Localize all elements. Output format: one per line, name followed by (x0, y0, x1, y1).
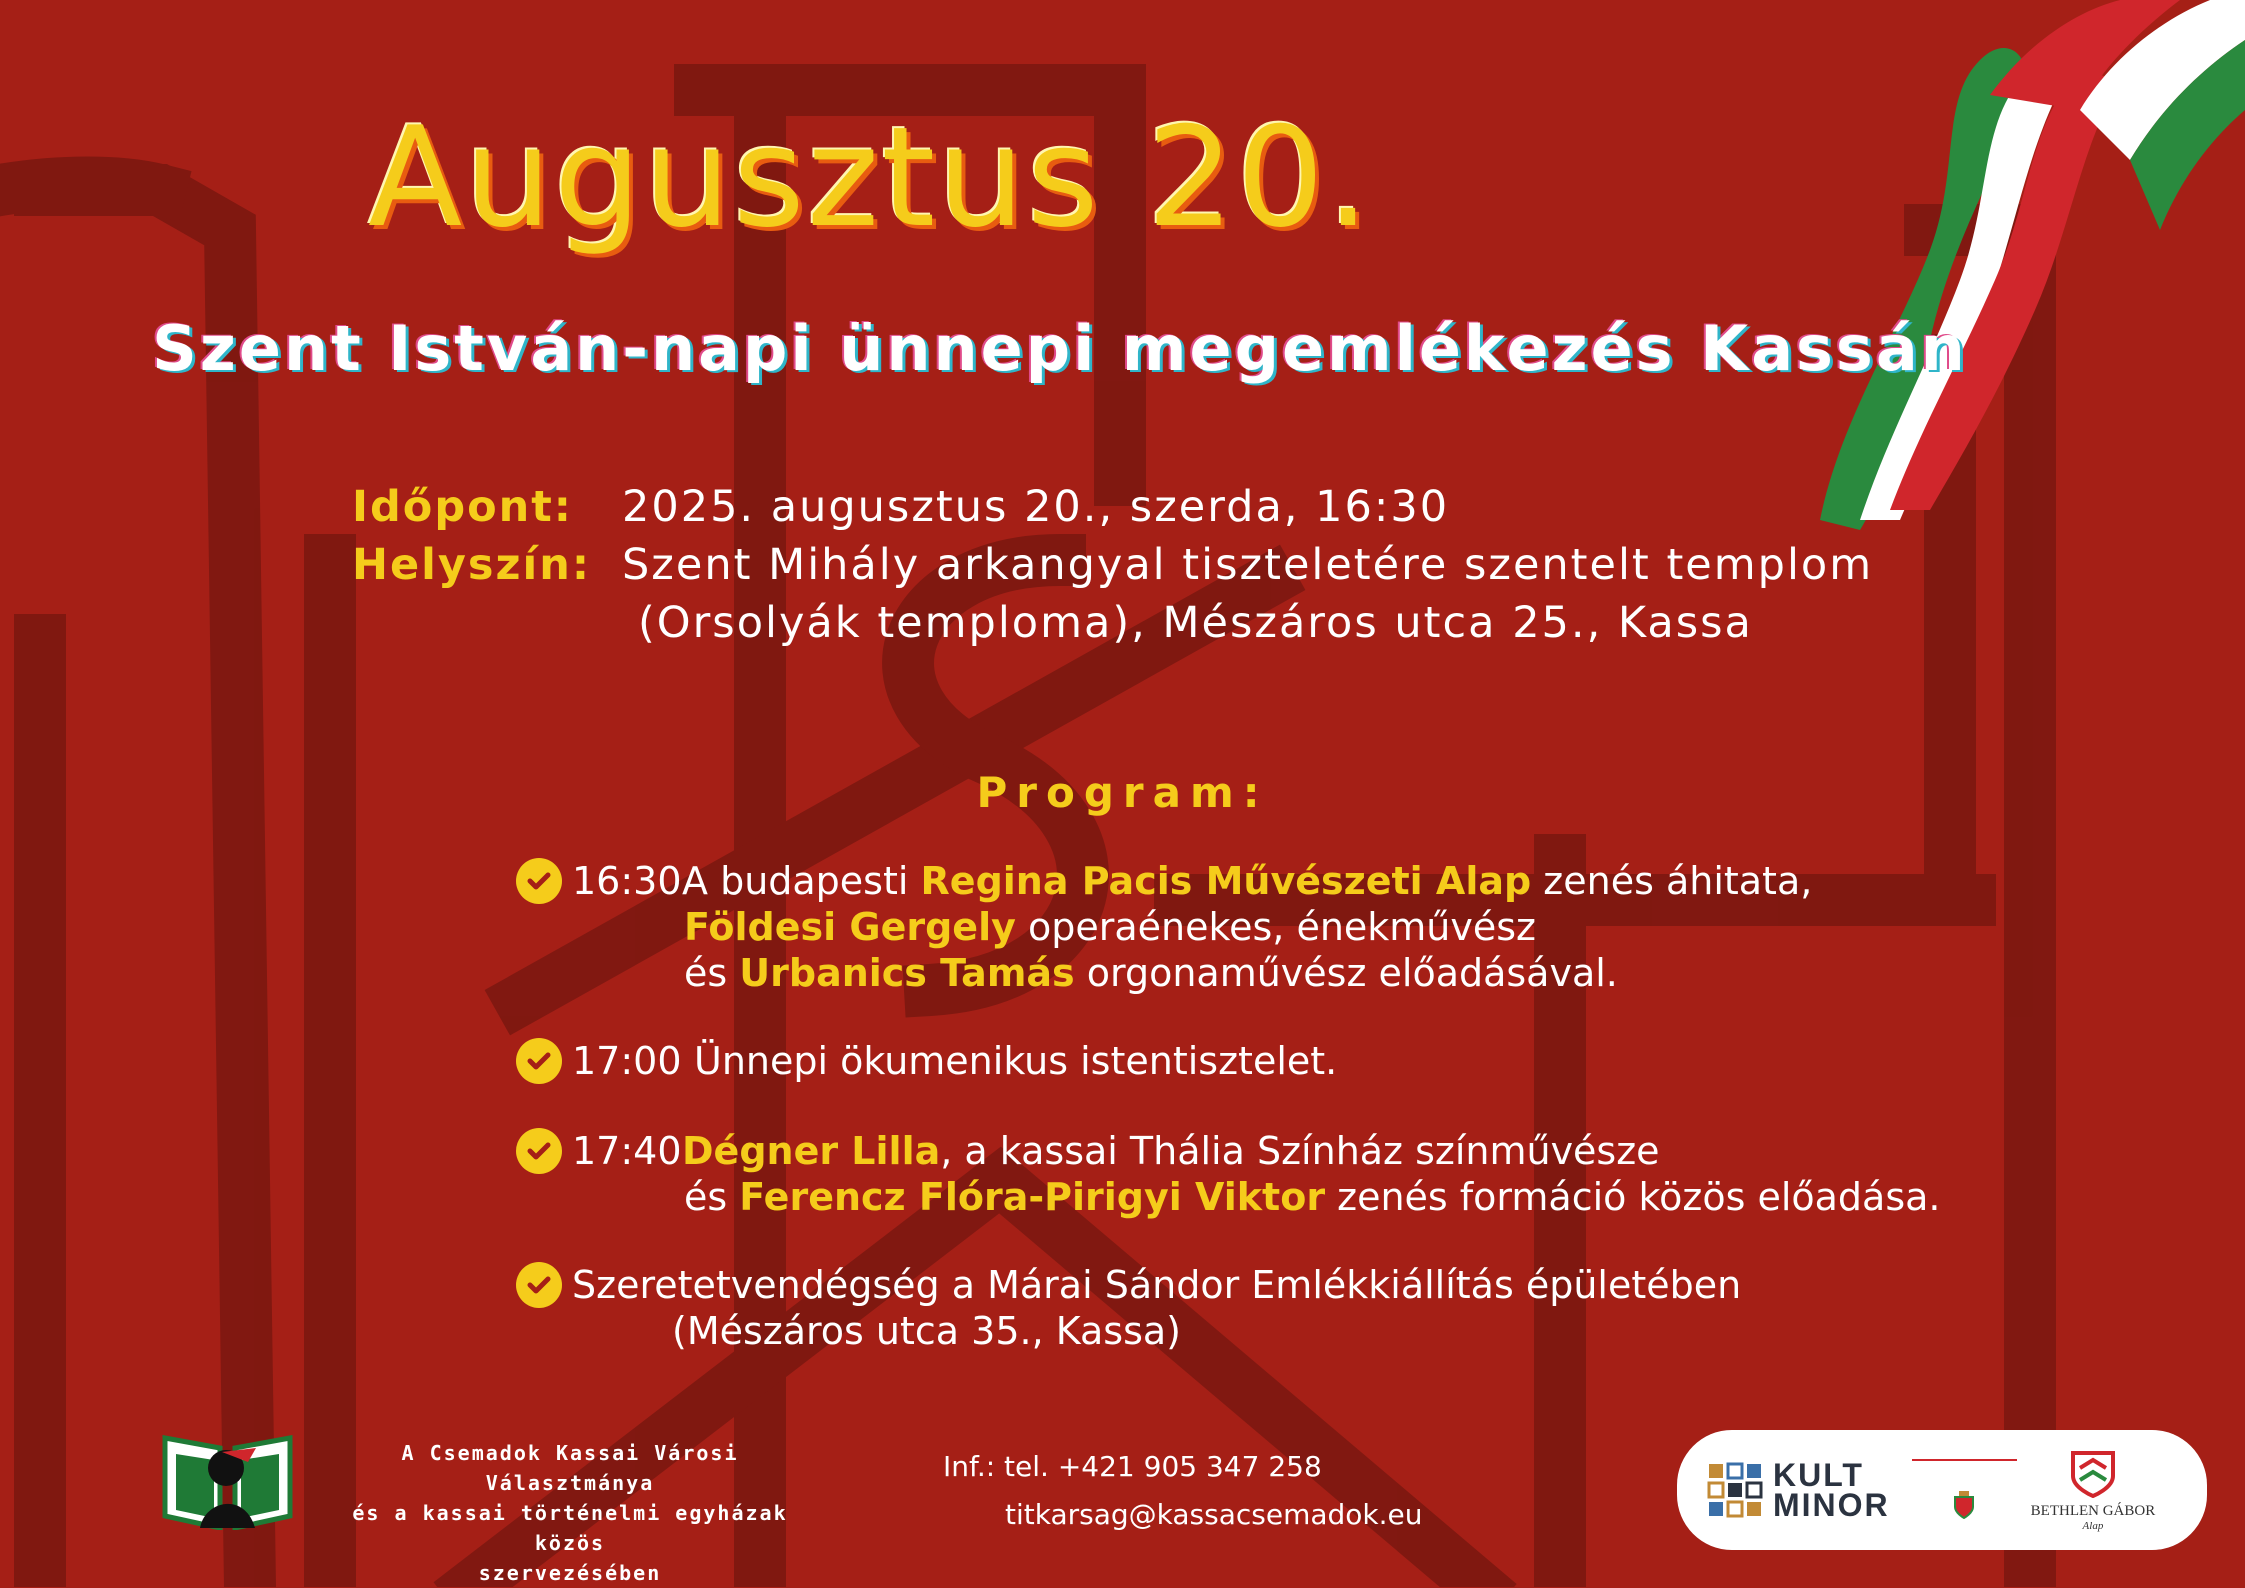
kult-minor-logo (1707, 1457, 1890, 1523)
check-icon (516, 1038, 562, 1084)
program-item-3 (516, 1128, 1940, 1220)
place-value-line-1: Szent Mihály arkangyal tiszteletére szentelt templom (622, 540, 1874, 590)
place-value-line-2: (Orsolyák temploma), Mészáros utca 25., Kassa (638, 598, 1753, 648)
check-icon (516, 858, 562, 904)
program-time: 16:30 (572, 859, 682, 903)
program-item-1 (516, 858, 1812, 996)
csemadok-logo (160, 1430, 295, 1530)
program-text-line: Dégner Lilla, a kassai Thália Színház színművésze (682, 1129, 1660, 1173)
place-row (352, 536, 1873, 594)
check-icon (516, 1128, 562, 1174)
organizer-line: szervezésében (478, 1561, 662, 1585)
sponsor-logos (1677, 1430, 2207, 1550)
phone-text: Inf.: tel. +421 905 347 258 (943, 1450, 1322, 1483)
kult-minor-icon (1707, 1462, 1763, 1518)
date-value: 2025. augusztus 20., szerda, 16:30 (622, 482, 1450, 532)
event-title: Augusztus 20. (367, 97, 1373, 258)
program-text-line: (Mészáros utca 35., Kassa) (672, 1309, 1182, 1353)
program-text-line: Szeretetvendégség a Márai Sándor Emlékkiállítás épületében (572, 1263, 1742, 1307)
program-item-4 (516, 1262, 1741, 1354)
performer-name: Földesi Gergely (684, 905, 1016, 949)
program-text-line: Ünnepi ökumenikus istentisztelet. (694, 1039, 1338, 1083)
bethlen-shield-icon (2068, 1448, 2118, 1498)
organizer-line: A Csemadok Kassai Városi Választmánya (401, 1441, 739, 1495)
coat-of-arms-icon (1953, 1491, 1975, 1519)
program-heading: Program: (976, 768, 1269, 817)
email-link[interactable]: titkarsag@kassacsemadok.eu (1005, 1498, 1423, 1531)
date-label: Időpont: (352, 482, 574, 532)
bethlen-sub-label: Alap (2082, 1520, 2104, 1532)
organizer-line: és a kassai történelmi egyházak közös (352, 1501, 788, 1555)
performer-name: Ferencz Flóra-Pirigyi Viktor (739, 1175, 1326, 1219)
program-text-line: Földesi Gergely operaénekes, énekművész (684, 905, 1536, 949)
program-text-line: és Ferencz Flóra-Pirigyi Viktor zenés formáció közös előadása. (684, 1175, 1941, 1219)
program-time: 17:40 (572, 1129, 682, 1173)
event-info (352, 478, 1873, 652)
contact-info (943, 1443, 1423, 1539)
event-subtitle: Szent István-napi ünnepi megemlékezés Kassán (152, 312, 1968, 385)
performer-name: Dégner Lilla (682, 1129, 941, 1173)
kult-label: KULT (1773, 1457, 1864, 1493)
date-row (352, 478, 1873, 536)
bethlen-gabor-logo (2031, 1448, 2156, 1532)
place-label: Helyszín: (352, 540, 592, 590)
hungarian-flag-ribbon (1780, 0, 2245, 540)
performer-name: Urbanics Tamás (739, 951, 1075, 995)
program-time: 17:00 (572, 1039, 682, 1083)
performer-name: Regina Pacis Művészeti Alap (920, 859, 1532, 903)
program-text-line: A budapesti Regina Pacis Művészeti Alap zenés áhitata, (682, 859, 1813, 903)
check-icon (516, 1262, 562, 1308)
minor-label: MINOR (1773, 1487, 1890, 1523)
organizer-text (320, 1438, 820, 1588)
program-text-line: és Urbanics Tamás orgonaművész előadásával. (684, 951, 1618, 995)
ministry-crest (1912, 1459, 2017, 1521)
program-item-2 (516, 1038, 1337, 1084)
bethlen-label: BETHLEN GÁBOR (2030, 1503, 2156, 1519)
